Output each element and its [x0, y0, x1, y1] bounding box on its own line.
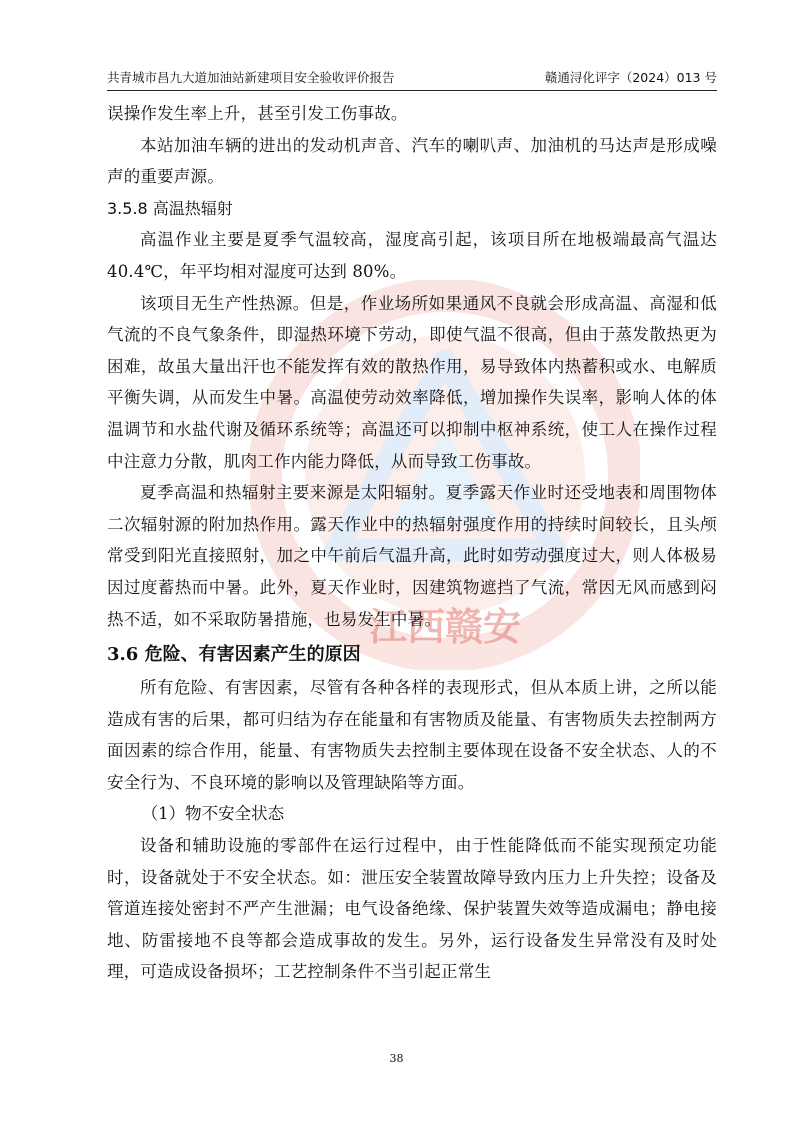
paragraph-hazard-causes: 所有危险、有害因素，尽管有各种各样的表现形式，但从本质上讲，之所以能造成有害的后果，都可归结为存在能量和有害物质及能量、有害物质失去控制两方面因素的综合作用，能量、有害物质失去控制主要体现在设备不安全状态、人的不安全行为、不良环境的影响以及管理缺陷等方面。 — [107, 678, 717, 792]
report-number: 赣通浔化评字（2024）013 号 — [544, 70, 717, 85]
paragraph-noise-end: 误操作发生率上升，甚至引发工伤事故。 — [107, 104, 408, 123]
document-body — [107, 98, 717, 988]
page-header — [107, 68, 717, 91]
report-title: 共青城市昌九大道加油站新建项目安全验收评价报告 — [107, 70, 395, 85]
paragraph-solar-radiation: 夏季高温和热辐射主要来源是太阳辐射。夏季露天作业时还受地表和周围物体二次辐射源的附加热作用。露天作业中的热辐射强度作用的持续时间较长，且头颅常受到阳光直接照射，加之中午前后气温升高，此时如劳动强度过大，则人体极易因过度蓄热而中暑。此外，夏天作业时，因建筑物遮挡了气流，常因无风而感到闷热不适，如不采取防暑措施，也易发生中暑。 — [107, 483, 717, 629]
paragraph-unsafe-state: 设备和辅助设施的零部件在运行过程中，由于性能降低而不能实现预定功能时，设备就处于不安全状态。如：泄压安全装置故障导致内压力上升失控；设备及管道连接处密封不严产生泄漏；电气设备绝缘、保护装置失效等造成漏电；静电接地、防雷接地不良等都会造成事故的发生。另外，运行设备发生异常没有及时处理，可造成设备损坏；工艺控制条件不当引起正常生 — [107, 836, 717, 982]
paragraph-high-temp-intro: 高温作业主要是夏季气温较高，湿度高引起，该项目所在地极端最高气温达 40.4℃，年平均相对湿度可达到 80%。 — [107, 230, 717, 281]
paragraph-noise-sources: 本站加油车辆的进出的发动机声音、汽车的喇叭声、加油机的马达声是形成噪声的重要声源。 — [107, 135, 717, 187]
page-number: 38 — [389, 1052, 404, 1065]
seal-bottom-text: 江西赣安 — [368, 605, 522, 649]
heading-3-6: 3.6 危险、有害因素产生的原因 — [107, 644, 361, 666]
list-item-heading-1: （1）物不安全状态 — [141, 804, 285, 824]
paragraph-heat-source: 该项目无生产性热源。但是，作业场所如果通风不良就会形成高温、高湿和低气流的不良气象条件，即湿热环境下劳动，即使气温不很高，但由于蒸发散热更为困难，故虽大量出汗也不能发挥有效的散热作用，易导致体内热蓄积或水、电解质平衡失调，从而发生中暑。高温使劳动效率降低，增加操作失误率，影响人体的体温调节和水盐代谢及循环系统等；高温还可以抑制中枢神系统，使工人在操作过程中注意力分散，肌肉工作内能力降低，从而导致工伤事故。 — [107, 293, 717, 471]
heading-3-5-8: 3.5.8 高温热辐射 — [107, 198, 233, 218]
